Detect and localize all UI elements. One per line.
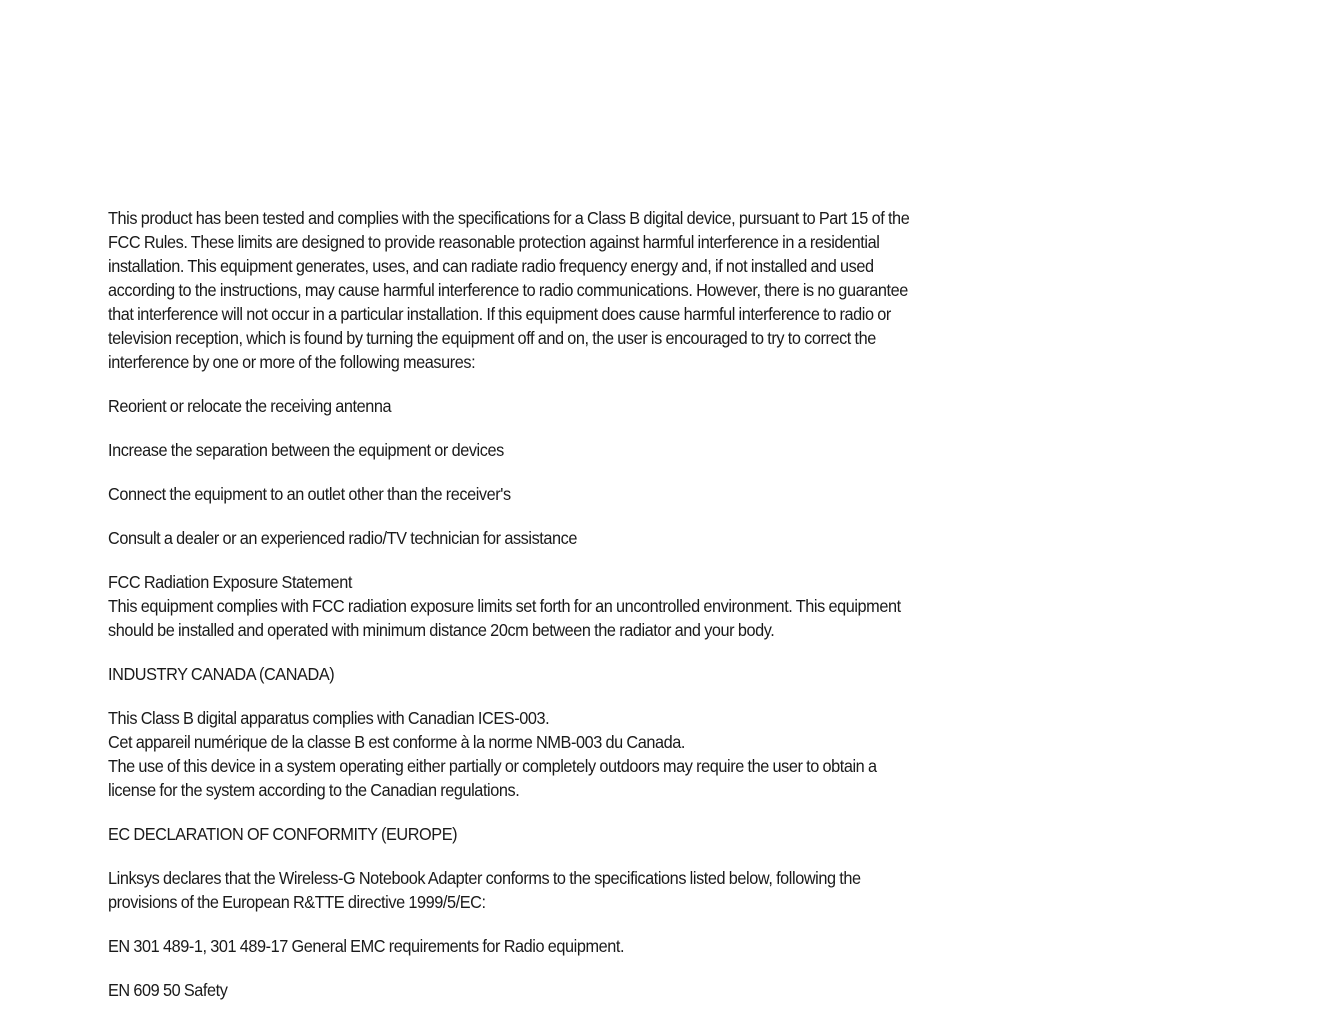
- industry-canada-heading: INDUSTRY CANADA (CANADA): [108, 664, 335, 684]
- measure-reorient-antenna: Reorient or relocate the receiving antenna: [108, 396, 392, 416]
- standard-en-301-489: EN 301 489-1, 301 489-17 General EMC requirements for Radio equipment.: [108, 936, 625, 956]
- measure-different-outlet: Connect the equipment to an outlet other than the receiver's: [108, 484, 511, 504]
- measure-consult-dealer: Consult a dealer or an experienced radio/TV technician for assistance: [108, 528, 578, 548]
- standard-en-60950-safety: EN 609 50 Safety: [108, 980, 228, 1000]
- fcc-radiation-exposure-statement: FCC Radiation Exposure Statement This equipment complies with FCC radiation exposure limits set forth for an uncontrolled environment. This equipment should be installed and operated with minimum distance 20cm between the radiator and your body.: [108, 572, 901, 640]
- fcc-compliance-paragraph: This product has been tested and complies with the specifications for a Class B digital device, pursuant to Part 15 of the FCC Rules. These limits are designed to provide reasonable protection against harmful interference in a residential installation. This equipment generates, uses, and can radiate radio frequency energy and, if not installed and used according to the instructions, may cause harmful interference to radio communications. However, there is no guarantee that interference will not occur in a particular installation. If this equipment does cause harmful interference to radio or television reception, which is found by turning the equipment off and on, the user is encouraged to try to correct the interference by one or more of the following measures:: [108, 208, 910, 372]
- measure-increase-separation: Increase the separation between the equipment or devices: [108, 440, 504, 460]
- ec-declaration-statement: Linksys declares that the Wireless-G Notebook Adapter conforms to the specifications listed below, following the provisions of the European R&TTE directive 1999/5/EC:: [108, 868, 861, 912]
- ec-declaration-heading: EC DECLARATION OF CONFORMITY (EUROPE): [108, 824, 458, 844]
- industry-canada-statement: This Class B digital apparatus complies with Canadian ICES-003. Cet appareil numérique de la classe B est conforme à la norme NMB-003 du Canada. The use of this device in a system operating either partially or completely outdoors may require the user to obtain a license for the system according to the Canadian regulations.: [108, 708, 877, 800]
- document-body: [108, 206, 917, 1022]
